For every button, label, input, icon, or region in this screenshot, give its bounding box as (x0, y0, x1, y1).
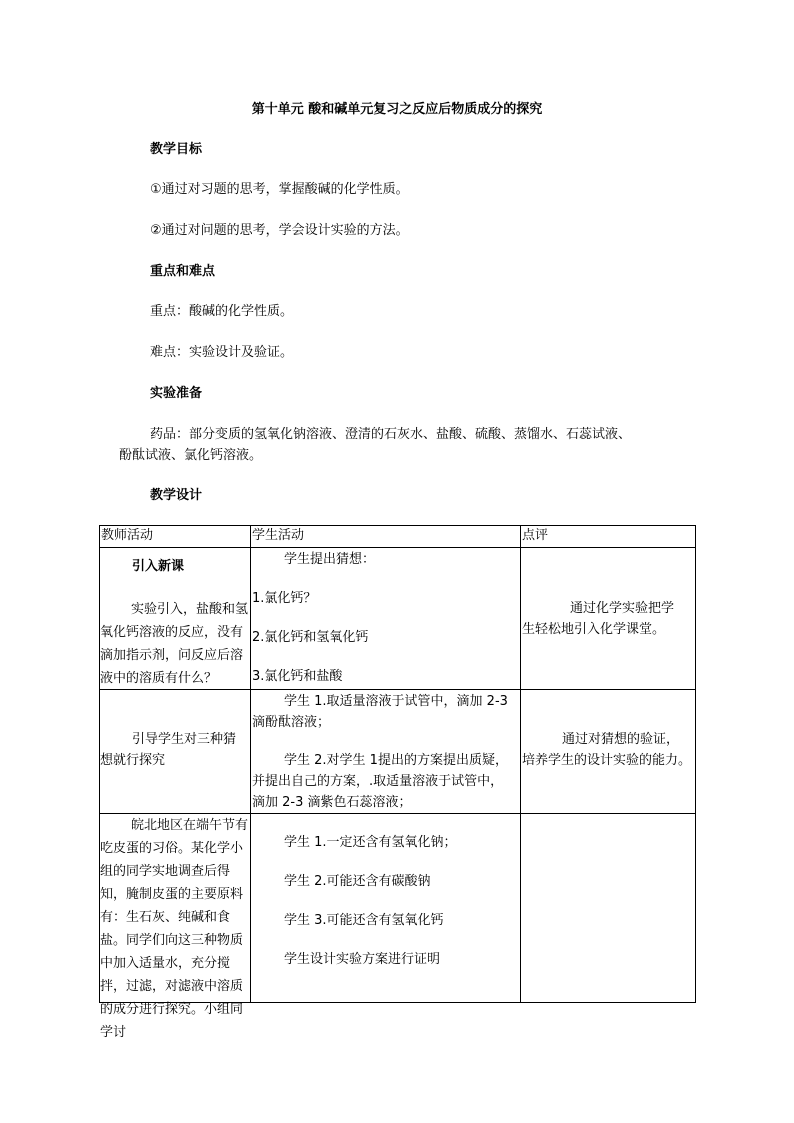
row1-student-line: 学生提出猜想： (284, 552, 376, 567)
row2-comment (521, 690, 696, 814)
row2-student-line: 滴加 2-3 滴紫色石蕊溶液； (252, 795, 412, 810)
row3-student-line: 学生 2.可能还含有碳酸钠 (284, 874, 431, 889)
row3-student-line: 学生 1.一定还含有氢氧化钠； (284, 835, 457, 850)
table-header-row (100, 526, 696, 548)
header-teacher: 教师活动 (100, 526, 251, 548)
row1-student (251, 548, 521, 690)
row2-comment-line: 通过对猜想的验证， (562, 732, 680, 747)
header-comment: 点评 (521, 526, 696, 548)
row2-teacher-line: 引导学生对三种猜 (132, 732, 237, 747)
difficulty: 难点：实验设计及验证。 (150, 345, 294, 360)
row2-comment-line: 培养学生的设计实验的能力。 (522, 753, 692, 768)
row3-student-line: 学生设计实验方案进行证明 (284, 952, 441, 967)
table-row (100, 548, 696, 690)
row3-comment (521, 814, 696, 1003)
row1-student-line: 1.氯化钙？ (252, 591, 317, 606)
row1-student-line: 3.氯化钙和盐酸 (252, 669, 343, 684)
header-student: 学生活动 (251, 526, 521, 548)
row1-student-line: 2.氯化钙和氢氧化钙 (252, 630, 369, 645)
key-point: 重点：酸碱的化学性质。 (150, 304, 294, 319)
row2-student-line: 并提出自己的方案，.取适量溶液于试管中， (252, 774, 504, 789)
page-title: 第十单元 酸和碱单元复习之反应后物质成分的探究 (251, 102, 543, 117)
row1-comment (521, 548, 696, 690)
key-heading: 重点和难点 (150, 264, 216, 279)
goal-2: ②通过对问题的思考，学会设计实验的方法。 (150, 223, 409, 238)
table-row (100, 690, 696, 814)
row2-student-line: 学生 1.取适量溶液于试管中，滴加 2-3 (284, 694, 508, 709)
row2-student-line: 滴酚酞溶液； (252, 715, 331, 730)
design-heading: 教学设计 (150, 488, 203, 503)
goal-1: ①通过对习题的思考，掌握酸碱的化学性质。 (150, 182, 409, 197)
row1-teacher-text: 实验引入，盐酸和氢氧化钙溶液的反应，没有滴加指示剂，问反应后溶液中的溶质有什么？ (100, 602, 249, 686)
row1-comment-line: 生轻松地引入化学课堂。 (522, 622, 666, 637)
row1-teacher-heading: 引入新课 (132, 559, 185, 574)
row3-teacher (100, 814, 251, 1040)
row3-teacher-text: 皖北地区在端午节有吃皮蛋的习俗。某化学小组的同学实地调查后得知，腌制皮蛋的主要原料有：生石灰、纯碱和食盐。同学们向这三种物质中加入适量水，充分搅拌，过滤，对滤液中溶质的成分进行探究。小组同学讨 (100, 818, 249, 1040)
table-row (100, 814, 696, 1003)
row3-student-line: 学生 3.可能还含有氢氧化钙 (284, 913, 444, 928)
row2-teacher-line: 想就行探究 (100, 753, 166, 768)
design-table (99, 525, 696, 1040)
row2-teacher (100, 690, 251, 814)
row2-student (251, 690, 521, 814)
row1-comment-line: 通过化学实验把学 (570, 601, 675, 616)
row1-teacher (100, 548, 251, 690)
row2-student-line: 学生 2.对学生 1提出的方案提出质疑， (284, 753, 508, 768)
prep-line-1: 药品：部分变质的氢氧化钠溶液、澄清的石灰水、盐酸、硫酸、蒸馏水、石蕊试液、 (150, 427, 632, 442)
row3-student (251, 814, 521, 1003)
prep-heading: 实验准备 (150, 386, 203, 401)
goals-heading: 教学目标 (150, 142, 203, 157)
prep-line-2: 酚酞试液、氯化钙溶液。 (119, 448, 263, 463)
